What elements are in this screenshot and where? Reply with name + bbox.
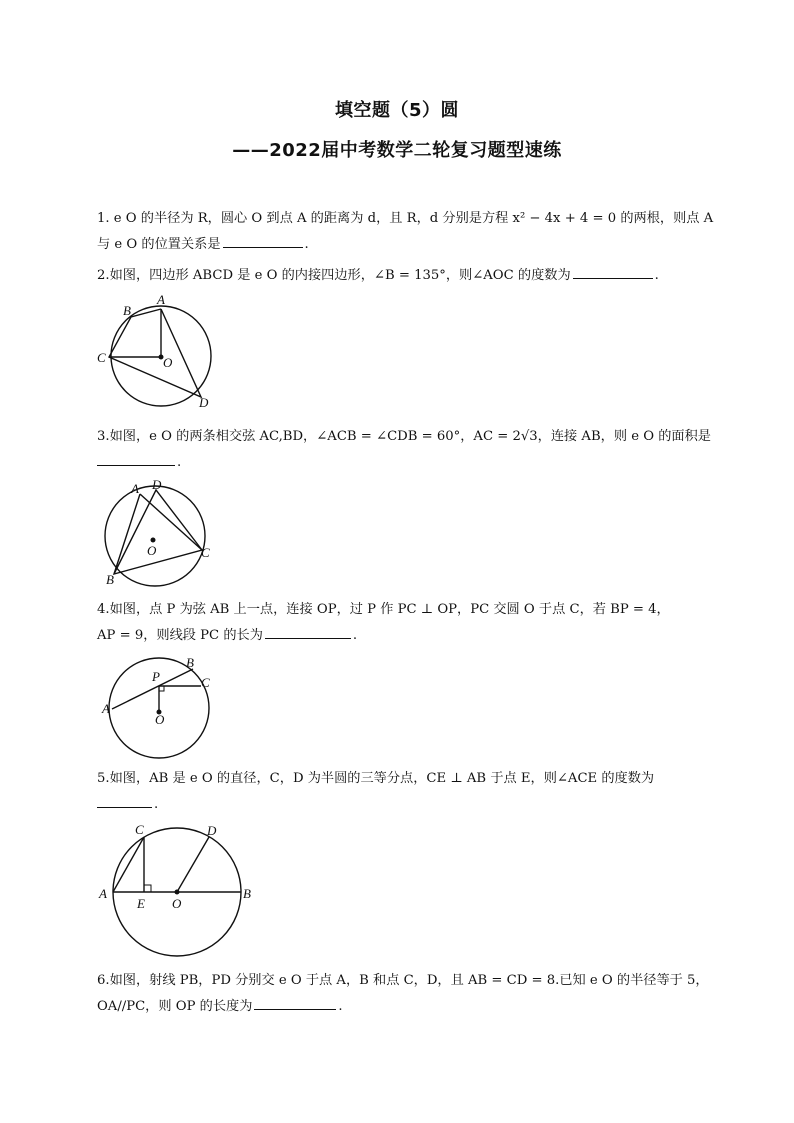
label-o: O [155, 712, 165, 727]
question-2: 2.如图，四边形 ABCD 是 e O 的内接四边形，∠B = 135°，则∠AOC 的度数为 . [97, 263, 697, 289]
question-5-line1: 5.如图，AB 是 e O 的直径，C，D 为半圆的三等分点，CE ⊥ AB 于点 E，则∠ACE 的度数为 [97, 771, 655, 786]
answer-blank-4[interactable] [265, 624, 351, 639]
label-p: P [152, 669, 160, 684]
figure-q2 [95, 295, 225, 410]
center-point [175, 890, 180, 895]
figure-q4 [100, 654, 220, 762]
label-a: A [157, 295, 165, 307]
label-d: D [207, 823, 217, 838]
label-a: A [99, 886, 107, 901]
answer-blank-5[interactable] [97, 793, 152, 808]
label-c: C [135, 822, 144, 837]
segment-ac [113, 837, 144, 892]
label-c: C [97, 350, 106, 365]
question-5: 5.如图，AB 是 e O 的直径，C，D 为半圆的三等分点，CE ⊥ AB 于点 E，则∠ACE 的度数为 . [97, 766, 697, 818]
question-6: 6.如图，射线 PB，PD 分别交 e O 于点 A，B 和点 C，D，且 AB = CD = 8.已知 e O 的半径等于 5， OA//PC，则 OP 的长度为 . [97, 968, 697, 1020]
quadrilateral-abcd [109, 309, 201, 397]
question-6-line1: 6.如图，射线 PB，PD 分别交 e O 于点 A，B 和点 C，D，且 AB = CD = 8.已知 e O 的半径等于 5， [97, 973, 709, 988]
label-c: C [201, 675, 210, 690]
label-d: D [199, 395, 209, 410]
question-3: 3.如图，e O 的两条相交弦 AC,BD，∠ACB = ∠CDB = 60°，AC = 2√3，连接 AB，则 e O 的面积是 . [97, 424, 697, 476]
page-title: 填空题（5）圆 [334, 100, 460, 121]
figure-q3 [100, 476, 225, 588]
question-1 [97, 206, 714, 258]
label-b: B [186, 655, 194, 670]
right-angle-mark [144, 885, 151, 892]
label-o: O [147, 543, 157, 558]
right-angle-mark [159, 686, 164, 691]
circle [105, 486, 205, 586]
question-4-line1: 4.如图，点 P 为弦 AB 上一点，连接 OP，过 P 作 PC ⊥ OP，PC 交圆 O 于点 C，若 BP = 4， [97, 602, 670, 617]
question-1-line2: 与 e O 的位置关系是 . [97, 232, 697, 258]
label-b: B [123, 303, 131, 318]
question-3-line1: 3.如图，e O 的两条相交弦 AC,BD，∠ACB = ∠CDB = 60°，AC = 2√3，连接 AB，则 e O 的面积是 [97, 429, 711, 444]
page-subtitle: ——2022届中考数学二轮复习题型速练 [232, 140, 562, 161]
question-4: 4.如图，点 P 为弦 AB 上一点，连接 OP，过 P 作 PC ⊥ OP，PC 交圆 O 于点 C，若 BP = 4， AP = 9，则线段 PC 的长为 . [97, 597, 697, 649]
figure-q5 [95, 820, 265, 960]
segment-od [177, 837, 209, 892]
label-e: E [137, 896, 145, 911]
answer-blank-6[interactable] [254, 995, 336, 1010]
label-a: A [102, 701, 110, 716]
label-o: O [163, 355, 173, 370]
question-1-line1: 1. e O 的半径为 R，圆心 O 到点 A 的距离为 d，且 R，d 分别是方程 x² − 4x + 4 = 0 的两根，则点 A [97, 211, 714, 226]
label-a: A [131, 481, 139, 496]
answer-blank-3[interactable] [97, 451, 175, 466]
answer-blank-1[interactable] [223, 233, 303, 248]
label-o: O [172, 896, 182, 911]
center-point [151, 538, 156, 543]
triangle-abc [114, 494, 202, 574]
answer-blank-2[interactable] [573, 264, 653, 279]
label-b: B [243, 886, 251, 901]
label-c: C [201, 545, 210, 560]
label-d: D [152, 477, 162, 492]
label-b: B [106, 572, 114, 587]
